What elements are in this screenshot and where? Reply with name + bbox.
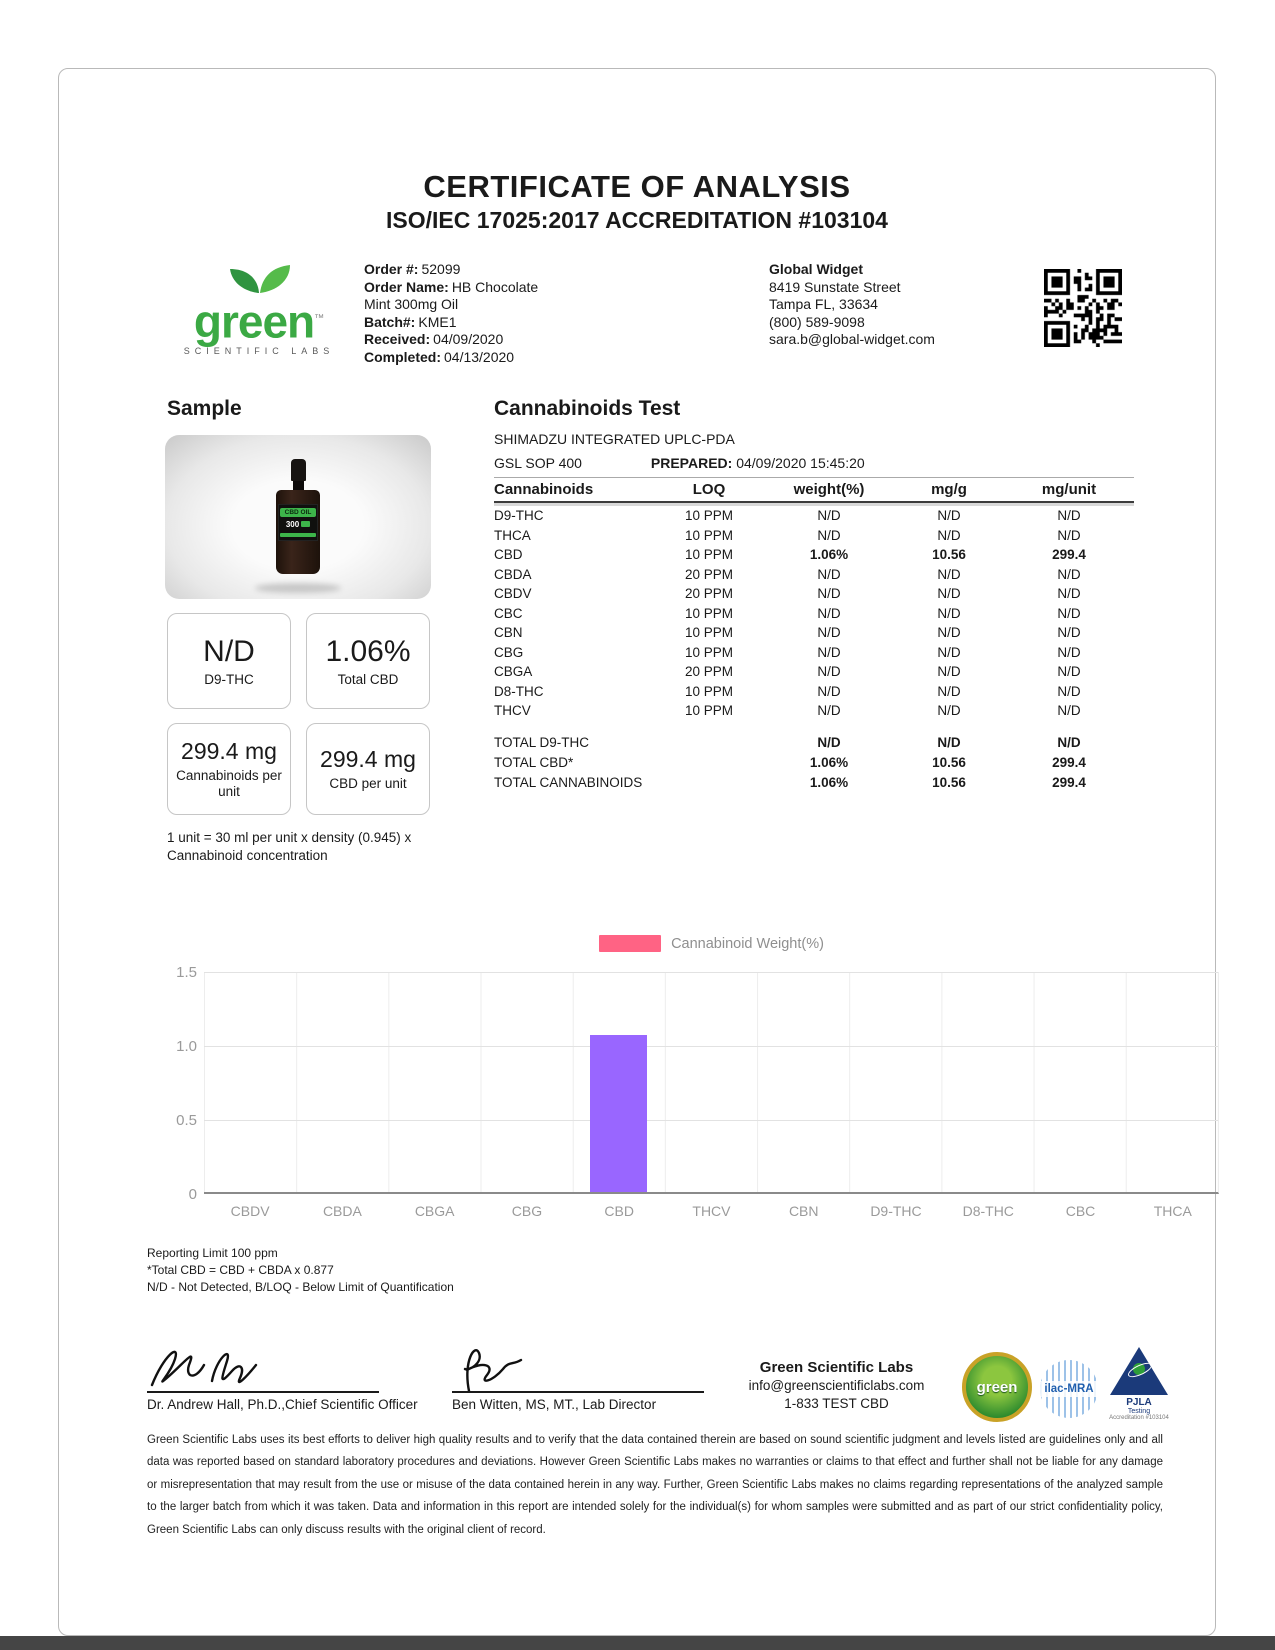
signature-line <box>452 1391 704 1393</box>
stat-cannabinoids-per-unit: 299.4 mg Cannabinoids per unit <box>167 723 291 815</box>
green-certified-badge: green <box>962 1352 1032 1422</box>
cannabinoids-test-heading: Cannabinoids Test <box>494 397 681 420</box>
y-axis <box>149 964 197 1203</box>
x-axis-label: CBDV <box>230 1203 270 1219</box>
order-name: Order Name: HB Chocolate Mint 300mg Oil <box>364 278 539 312</box>
signature-line <box>147 1391 379 1393</box>
sop: GSL SOP 400 <box>494 455 582 471</box>
logo-tagline: SCIENTIFIC LABS <box>183 346 335 357</box>
y-axis-tick: 1.0 <box>176 1038 197 1055</box>
stat-total-cbd: 1.06% Total CBD <box>306 613 430 709</box>
lab-email: info@greenscientificlabs.com <box>748 1378 925 1393</box>
signer-name: Ben Witten, MS, MT., Lab Director <box>452 1397 657 1412</box>
table-row: CBD 10 PPM 1.06% 10.56 299.4 <box>494 547 1086 563</box>
table-row: CBN 10 PPM N/D N/D N/D <box>494 625 1081 641</box>
x-axis-label: D9-THC <box>870 1203 922 1219</box>
chart-column <box>665 972 757 1192</box>
table-row: CBG 10 PPM N/D N/D N/D <box>494 644 1081 660</box>
bottle-shadow <box>255 583 341 593</box>
table-row: THCV 10 PPM N/D N/D N/D <box>494 703 1081 719</box>
x-axis-label: CBN <box>788 1203 819 1219</box>
sample-photo <box>165 435 431 599</box>
chart-column <box>849 972 941 1192</box>
lab-name: Green Scientific Labs <box>759 1359 914 1376</box>
legend-label: Cannabinoid Weight(%) <box>671 935 824 952</box>
chart-column <box>1126 972 1218 1192</box>
signer-name: Dr. Andrew Hall, Ph.D.,Chief Scientific Officer <box>147 1397 418 1412</box>
product-bottle <box>268 459 328 574</box>
unit-note: 1 unit = 30 ml per unit x density (0.945) x Cannabinoid concentration <box>167 830 412 863</box>
table-totals <box>494 733 1134 793</box>
x-axis-label: D8-THC <box>962 1203 1014 1219</box>
x-axis-label: CBC <box>1065 1203 1096 1219</box>
signature-ben-witten <box>449 1339 579 1395</box>
table-row: CBC 10 PPM N/D N/D N/D <box>494 605 1081 621</box>
qr-code <box>1044 269 1122 347</box>
chart-column <box>296 972 388 1192</box>
disclaimer: Green Scientific Labs uses its best efforts to deliver high quality results and to verify that the data contained therein are based on sound scientific judgment and levels listed are guidelines only and all data was reported based on standard laboratory procedures and deviations. However Green Scientific Labs makes no warranties or claims to that effect and further shall not be liable for any damage or misrepresentation that may result from the use or misuse of the data contained herein in any way. Further, Green Scientific Labs makes no claims regarding representations of the analyzed sample to the larger batch from which it was taken. Data and information in this report are intended solely for the individual(s) for whom samples were submitted and as part of our strict confidentiality policy, Green Scientific Labs can only discuss results with the original client of record. <box>147 1434 1163 1536</box>
bar-chart <box>204 972 1219 1194</box>
x-axis-label: CBG <box>511 1203 543 1219</box>
bar-cbd <box>590 1035 647 1192</box>
chart-column <box>942 972 1034 1192</box>
chart-column <box>481 972 573 1192</box>
stat-cbd-per-unit: 299.4 mg CBD per unit <box>306 723 430 815</box>
leaf-icon <box>214 261 304 295</box>
instrument: SHIMADZU INTEGRATED UPLC-PDA <box>494 431 735 447</box>
prepared-value: 04/09/2020 15:45:20 <box>736 455 865 471</box>
sop-line <box>494 455 865 471</box>
green-scientific-labs-logo <box>159 261 359 356</box>
client-email: sara.b@global-widget.com <box>769 331 935 347</box>
cannabinoids-table <box>494 477 1134 793</box>
y-axis-tick: 1.5 <box>176 964 197 981</box>
footnote: Reporting Limit 100 ppm <box>147 1246 278 1260</box>
lab-contact <box>714 1359 959 1413</box>
client-name: Global Widget <box>769 261 863 277</box>
y-axis-tick: 0.5 <box>176 1112 197 1129</box>
table-header: Cannabinoids LOQ weight(%) mg/g mg/unit <box>494 477 1134 503</box>
footnotes <box>147 1245 454 1296</box>
stat-d9-thc: N/D D9-THC <box>167 613 291 709</box>
bottle-label: CBD OIL 300 <box>278 504 318 541</box>
table-row: D8-THC 10 PPM N/D N/D N/D <box>494 683 1081 699</box>
order-number: Order #: 52099 <box>364 261 461 277</box>
client-phone: (800) 589-9098 <box>769 313 865 330</box>
chart-column <box>1034 972 1126 1192</box>
table-body <box>494 506 1134 721</box>
page-bottom-edge <box>0 1636 1275 1650</box>
signature-andrew-hall <box>144 1337 304 1395</box>
table-row: CBDA 20 PPM N/D N/D N/D <box>494 566 1081 582</box>
chart-column <box>204 972 296 1192</box>
x-axis-label: CBGA <box>414 1203 455 1219</box>
table-row: THCA 10 PPM N/D N/D N/D <box>494 527 1081 543</box>
certificate-page <box>58 68 1216 1636</box>
ilac-mra-logo: ilac-MRA <box>1040 1360 1098 1418</box>
logo-wordmark: green™ <box>193 295 325 348</box>
x-axis <box>204 1203 1219 1219</box>
chart-column <box>388 972 480 1192</box>
pjla-triangle-icon <box>1110 1347 1168 1395</box>
pjla-logo: PJLA Testing Accreditation #103104 <box>1103 1347 1175 1421</box>
client-address2: Tampa FL, 33634 <box>769 296 878 312</box>
client-address1: 8419 Sunstate Street <box>769 278 901 295</box>
table-row: TOTAL D9-THC N/D N/D N/D <box>494 735 1081 750</box>
x-axis-label: THCA <box>1153 1203 1192 1219</box>
chart-column <box>757 972 849 1192</box>
footnote: *Total CBD = CBD + CBDA x 0.877 <box>147 1263 334 1277</box>
x-axis-label: CBD <box>604 1203 634 1219</box>
batch-number: Batch#: KME1 <box>364 313 457 330</box>
lab-phone: 1-833 TEST CBD <box>784 1396 889 1411</box>
received-date: Received: 04/09/2020 <box>364 331 504 347</box>
table-row: CBDV 20 PPM N/D N/D N/D <box>494 586 1081 602</box>
table-row: TOTAL CBD* 1.06% 10.56 299.4 <box>494 755 1086 770</box>
client-info <box>769 261 1039 349</box>
table-row: D9-THC 10 PPM N/D N/D N/D <box>494 508 1081 524</box>
order-info <box>364 261 559 366</box>
table-row: TOTAL CANNABINOIDS 1.06% 10.56 299.4 <box>494 775 1086 790</box>
dropper-cap <box>291 459 306 481</box>
x-axis-label: THCV <box>692 1203 731 1219</box>
prepared-label: PREPARED: <box>650 455 733 471</box>
x-axis-label: CBDA <box>322 1203 362 1219</box>
completed-date: Completed: 04/13/2020 <box>364 348 515 365</box>
sample-heading: Sample <box>167 397 242 420</box>
footnote: N/D - Not Detected, B/LOQ - Below Limit of Quantification <box>147 1280 454 1294</box>
table-row: CBGA 20 PPM N/D N/D N/D <box>494 664 1081 680</box>
legend-swatch <box>599 935 661 952</box>
y-axis-tick: 0 <box>188 1186 197 1203</box>
page-subtitle: ISO/IEC 17025:2017 ACCREDITATION #103104 <box>386 207 888 233</box>
chart-legend <box>204 935 1219 952</box>
page-title: CERTIFICATE OF ANALYSIS <box>423 169 851 204</box>
chart-column <box>573 972 665 1192</box>
